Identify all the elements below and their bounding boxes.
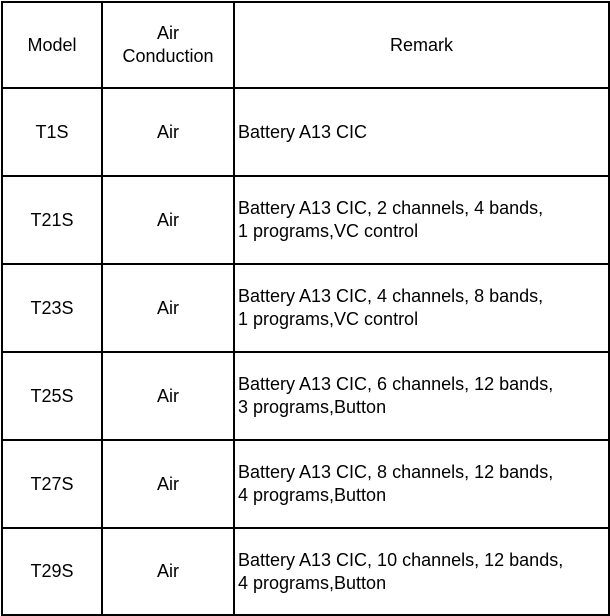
table-row: [2, 440, 609, 528]
remark-line-1: Battery A13 CIC: [238, 121, 368, 142]
remark-line-1: Battery A13 CIC, 10 channels, 12 bands,: [238, 549, 564, 570]
conduction-cell: Air: [102, 528, 234, 615]
remark-line-1: Battery A13 CIC, 4 channels, 8 bands,: [238, 286, 544, 306]
conduction-cell: Air: [102, 440, 234, 528]
model-cell: T23S: [2, 264, 102, 352]
remark-line-1: Battery A13 CIC, 6 channels, 12 bands,: [238, 374, 554, 394]
table-row: [2, 176, 609, 264]
remark-cell: [234, 440, 609, 528]
remark-cell: [234, 264, 609, 352]
remark-line-1: Battery A13 CIC, 2 channels, 4 bands,: [238, 198, 544, 218]
conduction-cell: Air: [102, 88, 234, 176]
remark-line-2: 4 programs,Button: [238, 572, 387, 593]
table-row: [2, 264, 609, 352]
model-cell: T1S: [2, 88, 102, 176]
remark-line-1: Battery A13 CIC, 8 channels, 12 bands,: [238, 462, 554, 482]
remark-line-2: 4 programs,Button: [238, 485, 387, 505]
header-air-line2: Conduction: [122, 46, 214, 66]
model-cell: T27S: [2, 440, 102, 528]
header-model: Model: [2, 2, 102, 88]
model-cell: T25S: [2, 352, 102, 440]
table-row: [2, 88, 609, 176]
header-air-line1: Air: [157, 23, 179, 43]
model-cell: T21S: [2, 176, 102, 264]
remark-line-2: 1 programs,VC control: [238, 221, 419, 241]
conduction-cell: Air: [102, 352, 234, 440]
header-remark: Remark: [234, 2, 609, 88]
remark-line-2: 1 programs,VC control: [238, 309, 419, 329]
model-cell: T29S: [2, 528, 102, 615]
remark-cell: [234, 352, 609, 440]
product-spec-table: [1, 1, 610, 616]
table-row: [2, 352, 609, 440]
header-air-conduction: [102, 2, 234, 88]
remark-cell: [234, 176, 609, 264]
table-row: [2, 528, 609, 615]
conduction-cell: Air: [102, 176, 234, 264]
remark-cell: [234, 528, 609, 615]
remark-cell: [234, 88, 609, 176]
conduction-cell: Air: [102, 264, 234, 352]
remark-line-2: 3 programs,Button: [238, 397, 387, 417]
table-header-row: [2, 2, 609, 88]
